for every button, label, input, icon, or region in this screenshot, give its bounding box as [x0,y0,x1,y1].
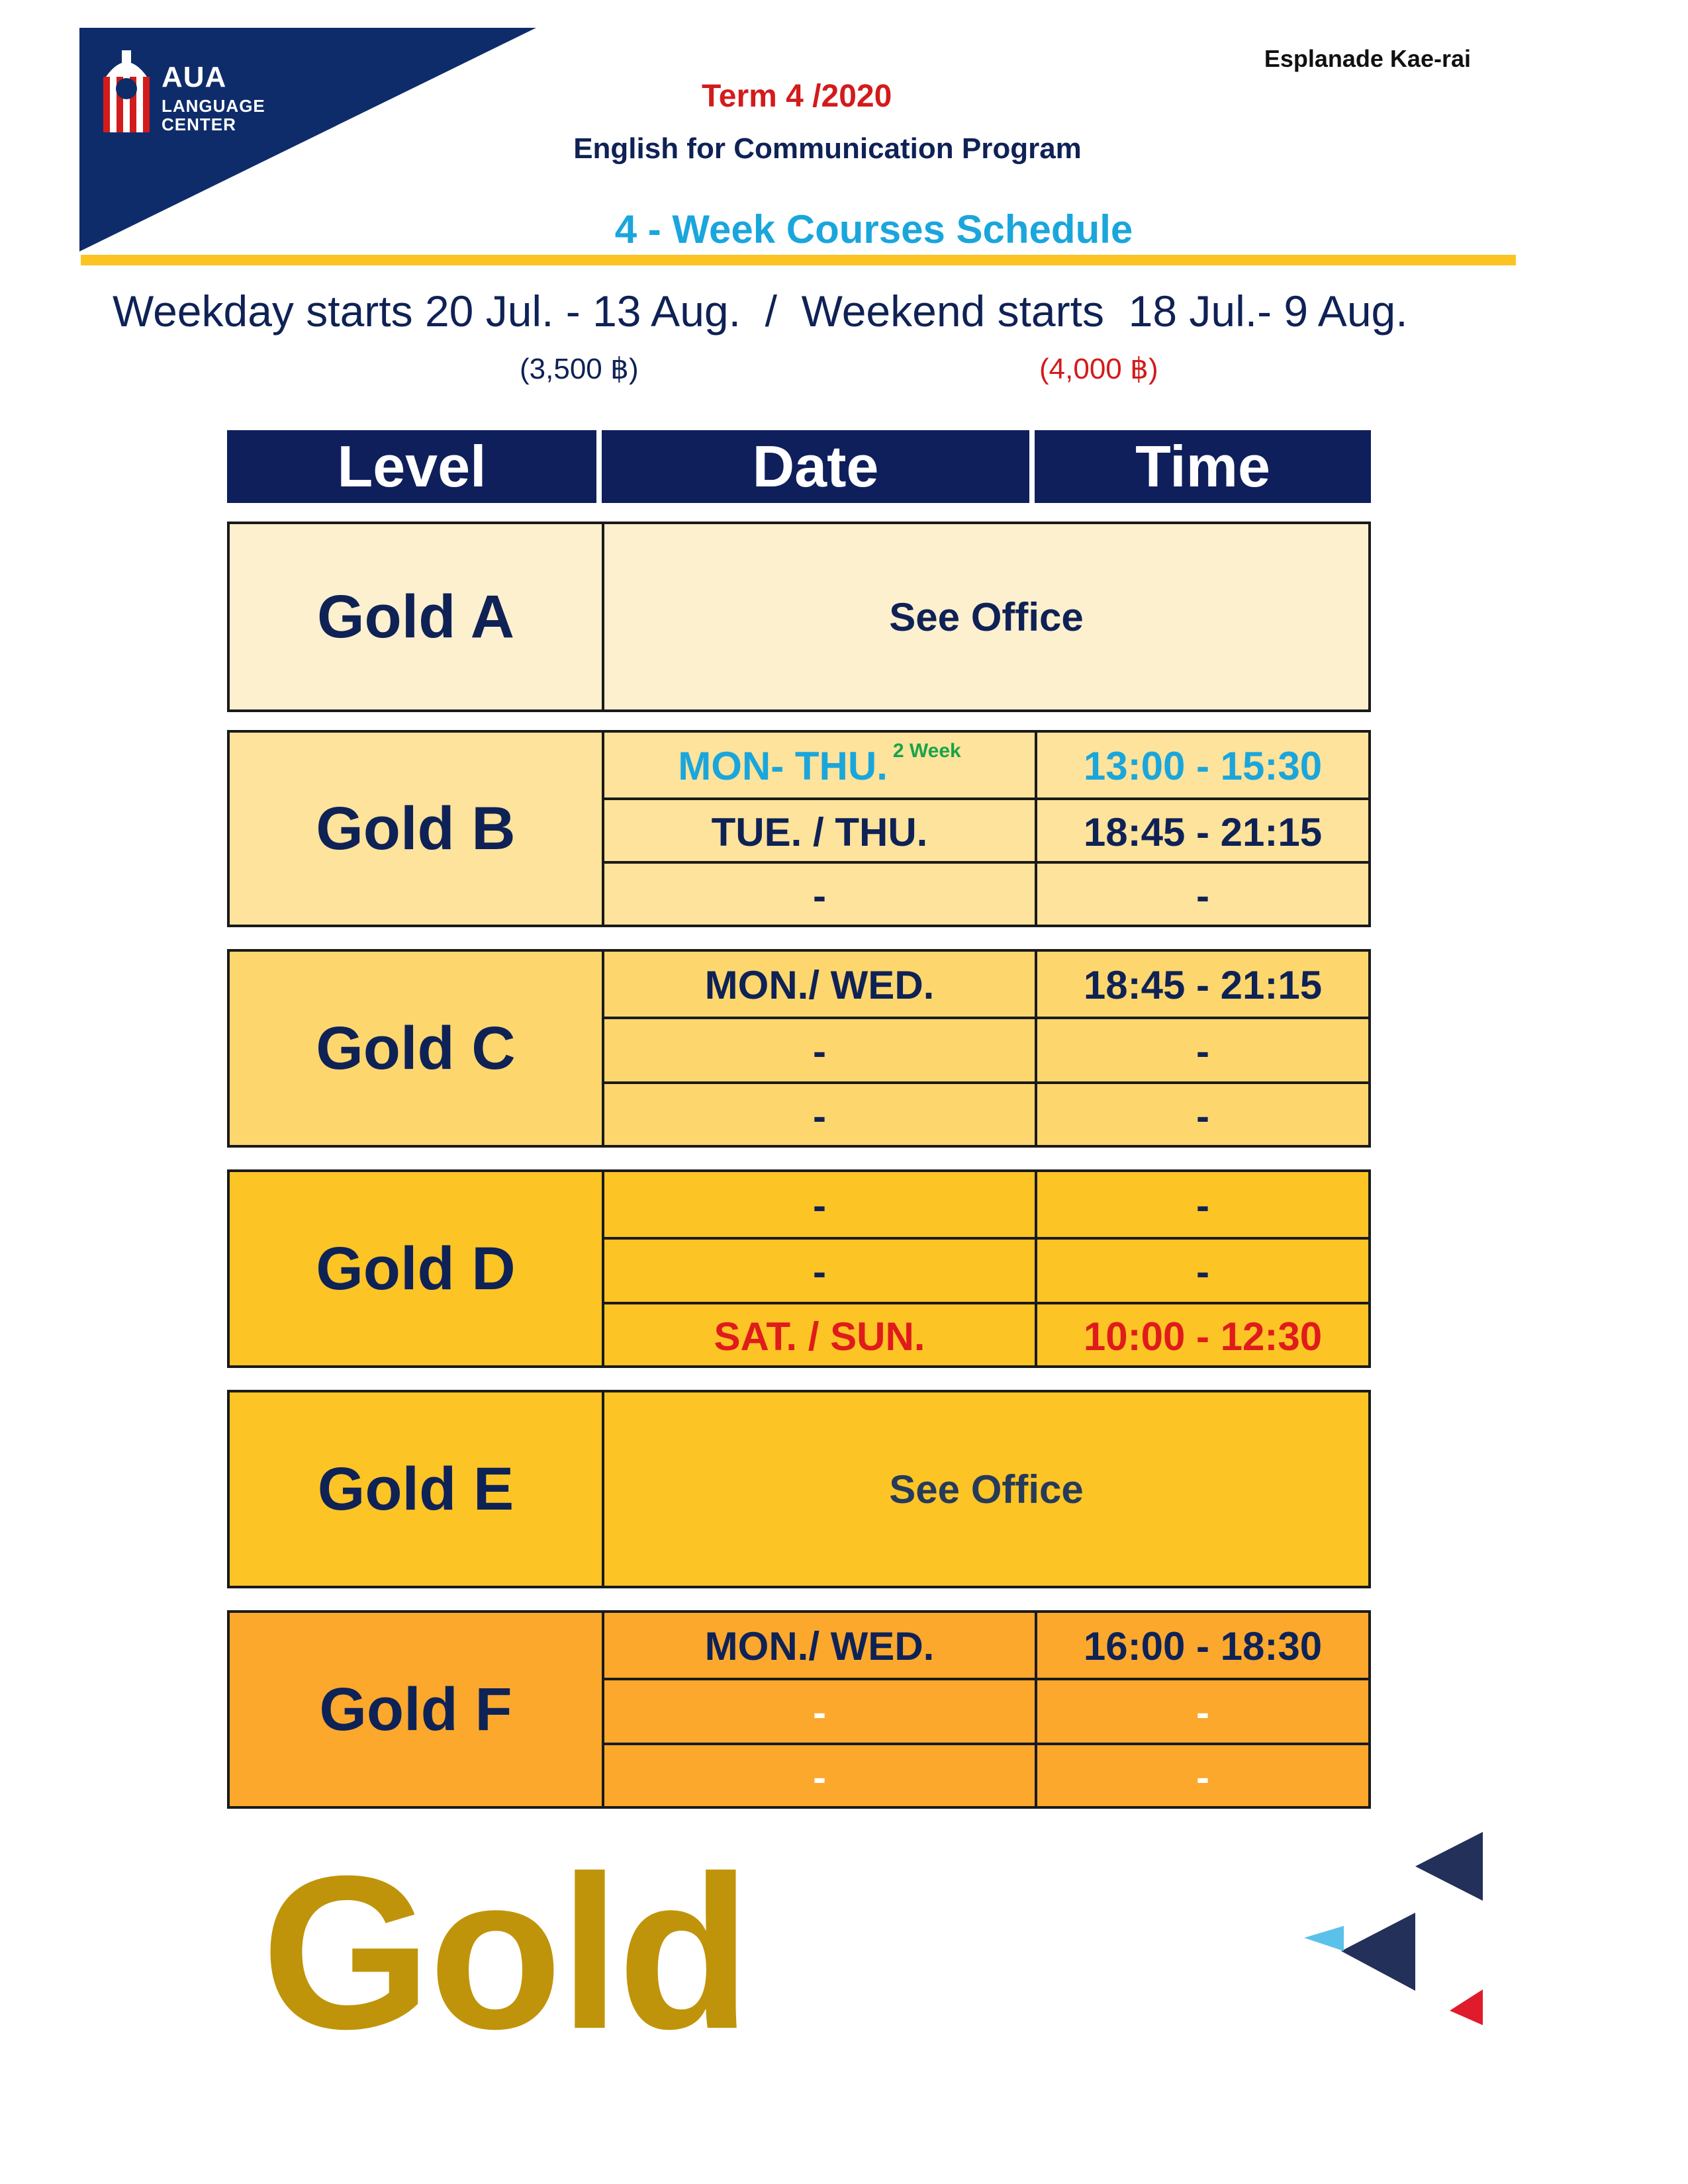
schedule-row [604,1172,1368,1238]
level-name: Gold E [230,1392,604,1586]
time-cell: - [1196,1093,1209,1138]
schedule-row [604,733,1368,799]
decorative-triangles-icon [1297,1827,1489,2032]
header-date: Date [602,430,1029,503]
table-header [227,430,1371,503]
schedule-row [604,1237,1368,1303]
level-block-gold-b [227,730,1371,927]
logo-line-center: CENTER [162,114,236,134]
schedule-row [604,1743,1368,1809]
time-cell: - [1196,1028,1209,1073]
gold-divider [81,255,1516,265]
date-cell: - [604,1084,1037,1148]
level-block-gold-d [227,1169,1371,1368]
level-name: Gold F [230,1613,604,1806]
date-cell: - [604,1745,1037,1809]
weekend-price: (4,000 ฿) [1039,353,1158,385]
level-block-gold-e [227,1390,1371,1588]
schedule-row [604,1017,1368,1083]
schedule-row [604,797,1368,864]
schedule-row [604,861,1368,927]
date-cell: MON./ WED. [604,952,1037,1018]
level-name: Gold A [230,524,604,709]
see-office-note: See Office [889,1467,1084,1512]
gold-level-title: Gold [261,1830,749,2074]
program-title: English for Communication Program [573,132,1082,165]
time-cell: - [1196,1249,1209,1294]
weekday-price: (3,500 ฿) [520,353,639,385]
time-cell: - [1196,1754,1209,1799]
header-level: Level [227,430,596,503]
date-cell [604,733,1037,799]
time-cell: - [1196,873,1209,918]
date-cell: - [604,864,1037,927]
time-cell: 16:00 - 18:30 [1083,1623,1323,1668]
time-cell: 13:00 - 15:30 [1083,743,1323,788]
schedule-row [604,1302,1368,1368]
campus-name: Esplanade Kae-rai [1264,45,1471,72]
date-text: MON- THU. [678,743,888,788]
date-cell: - [604,1172,1037,1238]
logo-name: AUA [162,61,227,93]
logo-subtitle [162,97,265,134]
schedule-row [604,1678,1368,1744]
header-time: Time [1035,430,1371,503]
level-block-gold-a [227,522,1371,712]
date-cell: SAT. / SUN. [604,1304,1037,1368]
date-cell: TUE. / THU. [604,800,1037,864]
term-label: Term 4 /2020 [702,79,892,114]
time-cell: - [1196,1183,1209,1228]
schedule-title: 4 - Week Courses Schedule [614,207,1133,251]
date-cell: - [604,1240,1037,1303]
aua-emblem-icon [98,48,155,134]
time-cell: 18:45 - 21:15 [1083,962,1323,1007]
level-name: Gold B [230,733,604,925]
aua-logo [98,48,297,140]
date-cell: - [604,1680,1037,1744]
schedule-row [604,1081,1368,1148]
schedule-row [604,952,1368,1018]
level-block-gold-c [227,949,1371,1148]
see-office-note: See Office [889,594,1084,639]
level-name: Gold C [230,952,604,1145]
course-dates: Weekday starts 20 Jul. - 13 Aug. / Weekend starts 18 Jul.- 9 Aug. [113,287,1408,336]
schedule-row [604,1613,1368,1679]
logo-line-language: LANGUAGE [162,96,265,116]
level-name: Gold D [230,1172,604,1365]
level-block-gold-f [227,1610,1371,1809]
time-cell: 18:45 - 21:15 [1083,809,1323,854]
date-cell: - [604,1019,1037,1083]
date-cell: MON./ WED. [604,1613,1037,1679]
duration-note: 2 Week [892,740,961,762]
time-cell: 10:00 - 12:30 [1083,1314,1323,1359]
time-cell: - [1196,1690,1209,1735]
